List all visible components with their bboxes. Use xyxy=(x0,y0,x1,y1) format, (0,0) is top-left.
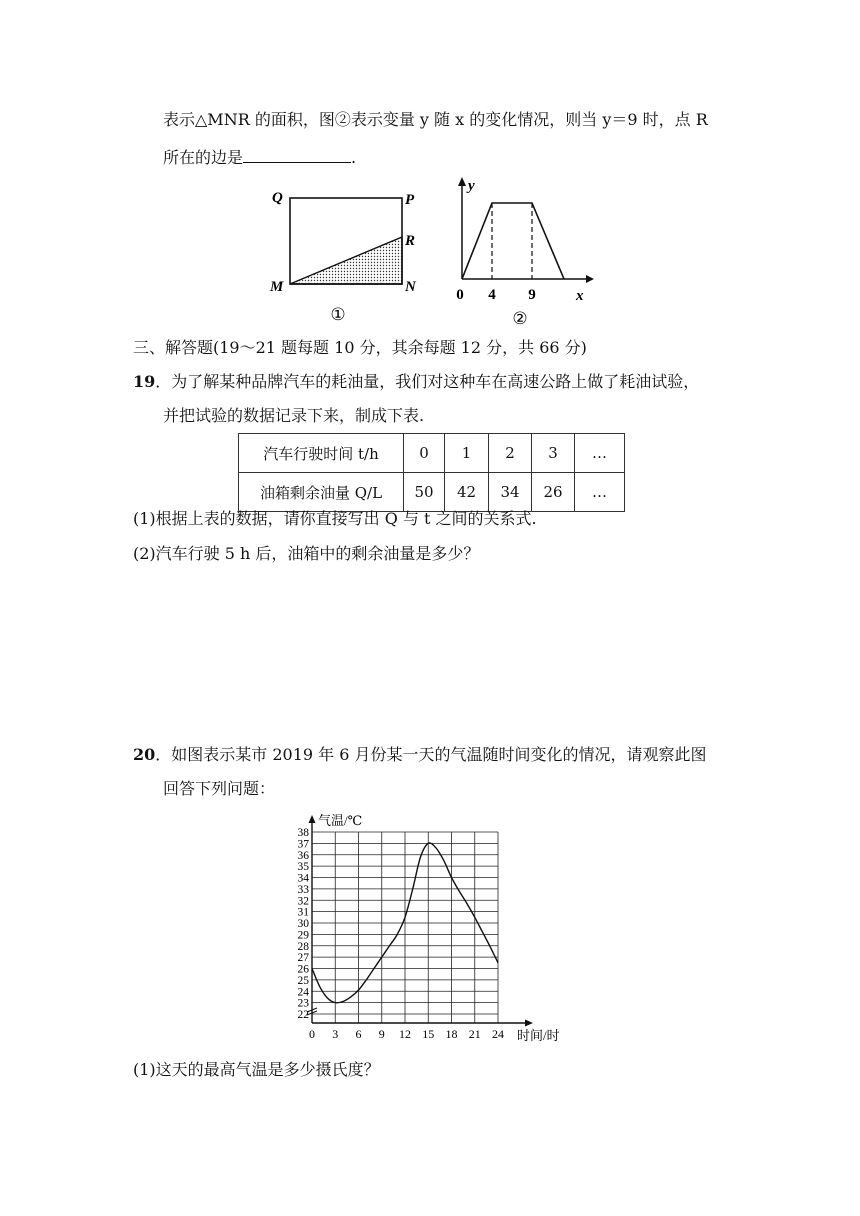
label-p: P xyxy=(405,192,415,208)
x-axis-arrow xyxy=(586,275,594,283)
x-tick-9: 9 xyxy=(528,287,536,303)
fuel-table xyxy=(238,433,625,512)
table-cell: 42 xyxy=(445,473,489,512)
q19-line-1 xyxy=(133,371,699,393)
q20-number: 20 xyxy=(133,745,156,764)
figure-2-caption: ② xyxy=(512,309,528,327)
table-row xyxy=(239,434,625,473)
label-r: R xyxy=(405,233,416,249)
label-m: M xyxy=(270,279,284,295)
y-tick-label: 28 xyxy=(297,940,309,953)
table-cell: 3 xyxy=(532,434,575,473)
q20-sub-1: (1)这天的最高气温是多少摄氏度？ xyxy=(133,1060,380,1079)
y-tick-label: 25 xyxy=(297,974,309,987)
y-tick-label: 31 xyxy=(297,906,309,919)
table-cell: … xyxy=(575,473,625,512)
q20-line-1 xyxy=(133,744,707,766)
q19-number: 19 xyxy=(133,372,156,391)
origin-label: 0 xyxy=(456,287,464,303)
y-tick-label: 36 xyxy=(297,849,309,862)
q19-text-1: ．为了解某种品牌汽车的耗油量，我们对这种车在高速公路上做了耗油试验， xyxy=(155,372,700,391)
temperature-chart xyxy=(285,808,575,1048)
table-cell: 26 xyxy=(532,473,575,512)
y-tick-label: 24 xyxy=(297,986,309,999)
table-cell: 2 xyxy=(489,434,532,473)
y-axis-label: y xyxy=(468,178,475,194)
table-cell: 1 xyxy=(445,434,489,473)
y-tick-label: 34 xyxy=(297,872,309,885)
table-cell: 34 xyxy=(489,473,532,512)
y-tick-label: 32 xyxy=(297,895,309,908)
x-tick-label: 24 xyxy=(492,1027,504,1041)
y-tick-label: 30 xyxy=(297,918,309,930)
x-tick-label: 12 xyxy=(399,1027,411,1041)
x-tick-label: 6 xyxy=(355,1027,362,1041)
q20-line-2: 回答下列问题： xyxy=(163,779,276,798)
x-tick-label: 18 xyxy=(445,1027,458,1041)
table-row xyxy=(239,473,625,512)
intro-line-2 xyxy=(163,146,356,169)
q19-sub-2: (2)汽车行驶 5 h 后，油箱中的剩余油量是多少？ xyxy=(133,544,480,563)
x-axis-label: x xyxy=(576,288,584,304)
y-tick-label: 38 xyxy=(297,827,309,839)
section-3-title: 三、解答题(19～21 题每题 10 分，其余每题 12 分，共 66 分) xyxy=(133,338,587,357)
x-tick-label: 0 xyxy=(309,1027,315,1041)
table-cell: 50 xyxy=(404,473,445,512)
chart-x-label: 时间/时 xyxy=(517,1028,560,1043)
chart-y-label: 气温/℃ xyxy=(318,813,363,828)
y-tick-label: 29 xyxy=(297,929,309,942)
y-axis-arrow xyxy=(458,177,466,186)
figure-1-caption: ① xyxy=(330,305,346,324)
y-tick-label: 23 xyxy=(297,997,309,1010)
table-cell: 0 xyxy=(404,434,445,473)
y-tick-label: 26 xyxy=(297,963,309,976)
y-tick-label: 37 xyxy=(297,838,309,851)
y-tick-label: 27 xyxy=(297,952,309,965)
intro-line-2-suffix: . xyxy=(351,148,357,167)
q19-line-2: 并把试验的数据记录下来，制成下表. xyxy=(163,406,425,425)
label-q: Q xyxy=(272,190,283,206)
table-cell: … xyxy=(575,434,625,473)
y-tick-label: 33 xyxy=(297,883,309,896)
y-tick-label: 35 xyxy=(297,861,309,874)
triangle-mnr xyxy=(290,237,402,284)
figure-1-rectangle xyxy=(262,180,432,325)
chart-y-axis-arrow xyxy=(309,815,316,823)
answer-blank[interactable] xyxy=(243,146,351,163)
label-n: N xyxy=(405,279,416,295)
figure-2-graph xyxy=(448,172,598,327)
y-tick-label: 22 xyxy=(297,1009,309,1021)
q20-text-1: ．如图表示某市 2019 年 6 月份某一天的气温随时间变化的情况，请观察此图 xyxy=(155,745,707,764)
intro-line-2-prefix: 所在的边是 xyxy=(163,148,244,167)
table-header-fuel: 油箱剩余油量 Q/L xyxy=(239,473,404,512)
x-tick-label: 15 xyxy=(422,1027,435,1041)
trapezoid-curve xyxy=(462,203,564,279)
x-tick-4: 4 xyxy=(488,287,496,303)
x-tick-label: 3 xyxy=(332,1027,339,1041)
intro-line-1: 表示△MNR 的面积，图②表示变量 y 随 x 的变化情况，则当 y＝9 时，点 R xyxy=(163,110,708,129)
table-header-time: 汽车行驶时间 t/h xyxy=(239,434,404,473)
x-tick-label: 21 xyxy=(468,1027,481,1041)
q19-sub-1: (1)根据上表的数据，请你直接写出 Q 与 t 之间的关系式. xyxy=(133,509,537,528)
x-tick-label: 9 xyxy=(378,1027,385,1041)
chart-x-axis-arrow xyxy=(525,1020,533,1027)
